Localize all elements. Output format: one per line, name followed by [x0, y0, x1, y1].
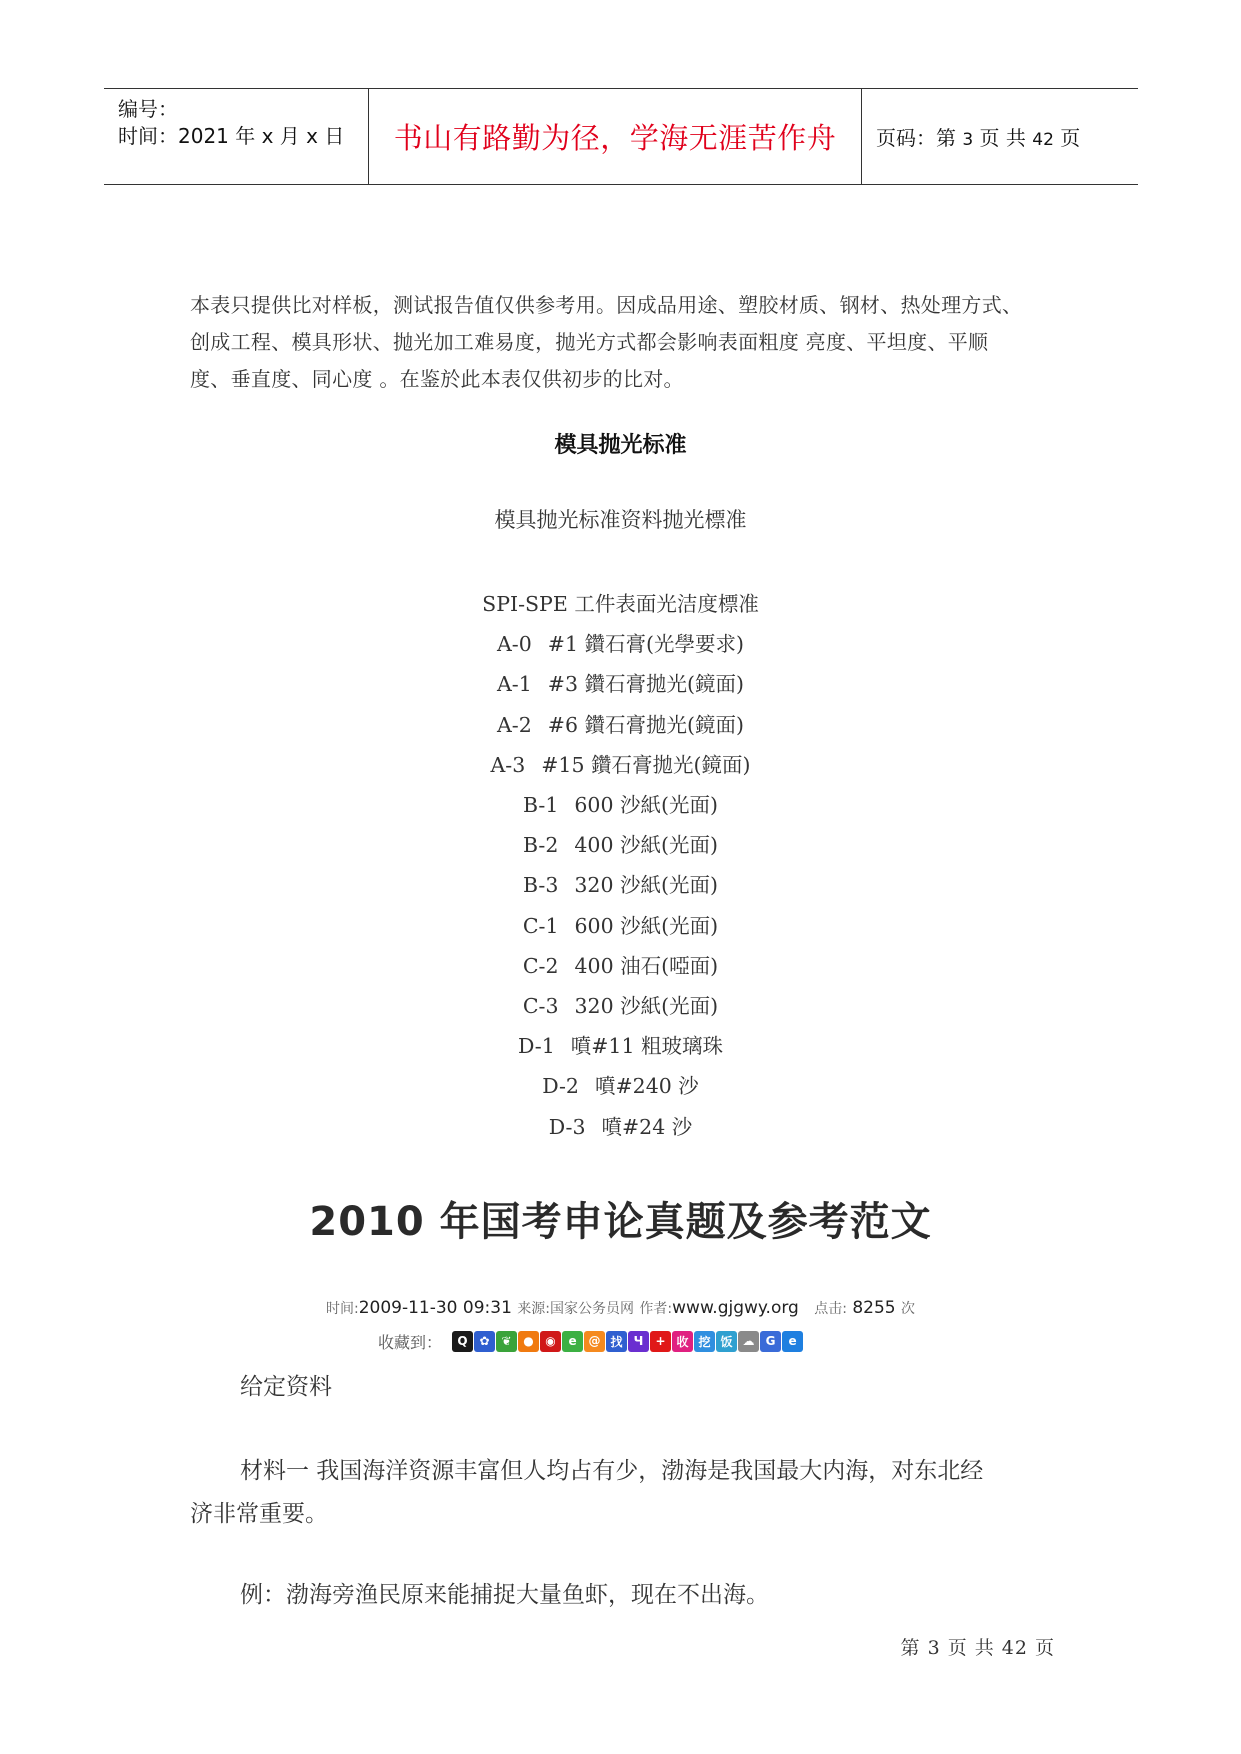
section-title: 模具抛光标准 — [554, 433, 687, 458]
meta-clicks-value: 8255 — [852, 1298, 896, 1318]
meta-clicks-unit: 次 — [901, 1301, 916, 1317]
meta-clicks-key: 点击: — [814, 1301, 847, 1317]
page-header — [104, 88, 1138, 185]
cloud-icon[interactable]: ☁ — [738, 1331, 759, 1352]
page-code-mid: 页 共 — [979, 126, 1026, 150]
number-label: 编号： — [118, 97, 178, 121]
page-code-suffix: 页 — [1060, 126, 1081, 150]
list-item: A-0 #1 鑽石膏(光學要求) — [496, 632, 744, 657]
intro-line: 本表只提供比对样板，测试报告值仅供参考用。因成品用途、塑胶材质、钢材、热处理方式、 — [190, 293, 1023, 317]
list-item: D-3 噴#24 沙 — [548, 1114, 693, 1139]
section-subtitle: 模具抛光标准资料抛光標准 — [494, 508, 747, 532]
tag-icon[interactable]: Ч — [628, 1331, 649, 1352]
meta-time-value: 2009-11-30 09:31 — [358, 1298, 512, 1318]
page-current: 3 — [962, 130, 974, 150]
given-materials-heading: 给定资料 — [240, 1374, 332, 1400]
page-total: 42 — [1032, 130, 1054, 150]
mango-icon[interactable]: ● — [518, 1331, 539, 1352]
plus-icon[interactable]: + — [650, 1331, 671, 1352]
material-one-paragraph — [190, 1450, 1070, 1536]
intro-line: 度、垂直度、同心度 。在鉴於此本表仅供初步的比对。 — [190, 367, 684, 391]
example-paragraph: 例：渤海旁渔民原来能捕捉大量鱼虾，现在不出海。 — [240, 1582, 769, 1608]
intro-paragraph — [190, 287, 1070, 398]
intro-line: 创成工程、模具形状、抛光加工难易度，抛光方式都会影响表面粗度 亮度、平坦度、平顺 — [190, 330, 989, 354]
spec-heading: SPI-SPE 工件表面光洁度標准 — [482, 592, 759, 616]
page-code — [876, 122, 1080, 151]
meta-source: 来源:国家公务员网 — [517, 1301, 635, 1317]
list-item: A-2 #6 鑽石膏拋光(鏡面) — [496, 712, 744, 737]
list-item: D-1 噴#11 粗玻璃珠 — [517, 1034, 724, 1059]
list-item: B-2 400 沙紙(光面) — [522, 833, 719, 858]
motto-text: 书山有路勤为径，学海无涯苦作舟 — [393, 121, 837, 155]
leaf-icon[interactable]: ❦ — [496, 1331, 517, 1352]
bookmark-bar — [378, 1326, 804, 1356]
list-item: C-2 400 油石(啞面) — [522, 953, 719, 978]
wozhao-icon[interactable]: 找 — [606, 1331, 627, 1352]
bookmark-label: 收藏到： — [378, 1332, 443, 1352]
list-item: B-1 600 沙紙(光面) — [522, 793, 719, 818]
page-code-prefix: 页码：第 — [876, 126, 956, 150]
google-icon[interactable]: G — [760, 1331, 781, 1352]
qq-icon[interactable]: Q — [452, 1331, 473, 1352]
article-title: 2010 年国考申论真题及参考范文 — [309, 1199, 932, 1245]
date-label: 时间：2021 年 x 月 x 日 — [118, 124, 345, 148]
polish-spec-list — [0, 584, 1241, 1147]
list-item: A-3 #15 鑽石膏拋光(鏡面) — [490, 752, 751, 777]
article-meta — [0, 1298, 1241, 1318]
header-motto-cell — [369, 89, 862, 184]
list-item: B-3 320 沙紙(光面) — [522, 873, 719, 898]
ie-icon[interactable]: e — [782, 1331, 803, 1352]
shoucang-icon[interactable]: 收 — [672, 1331, 693, 1352]
fan-icon[interactable]: 饭 — [716, 1331, 737, 1352]
baidu-paw-icon[interactable]: ✿ — [474, 1331, 495, 1352]
wa-icon[interactable]: 挖 — [694, 1331, 715, 1352]
green-e-icon[interactable]: e — [562, 1331, 583, 1352]
paragraph-line: 济非常重要。 — [190, 1501, 328, 1527]
list-item: A-1 #3 鑽石膏拋光(鏡面) — [496, 672, 744, 697]
bookmark-icons — [452, 1331, 804, 1352]
orange-swirl-icon[interactable]: @ — [584, 1331, 605, 1352]
list-item: C-1 600 沙紙(光面) — [522, 913, 719, 938]
eye-icon[interactable]: ◉ — [540, 1331, 561, 1352]
list-item: D-2 噴#240 沙 — [542, 1074, 699, 1099]
meta-time-key: 时间: — [325, 1301, 359, 1317]
header-info-cell — [104, 89, 369, 184]
meta-author-value: www.gjgwy.org — [672, 1298, 799, 1318]
header-page-cell — [862, 89, 1138, 184]
meta-author-key: 作者: — [639, 1301, 673, 1317]
list-item: C-3 320 沙紙(光面) — [522, 994, 719, 1019]
paragraph-line: 材料一 我国海洋资源丰富但人均占有少，渤海是我国最大内海，对东北经 — [240, 1458, 984, 1484]
page-footer: 第 3 页 共 42 页 — [900, 1637, 1055, 1659]
